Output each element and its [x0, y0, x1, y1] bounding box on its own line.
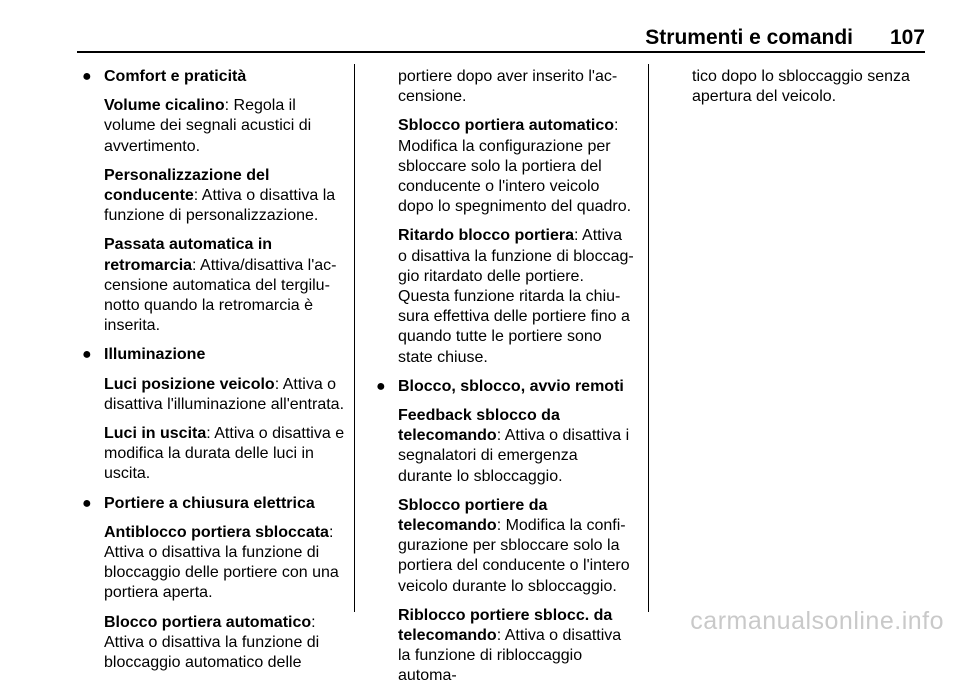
section-title: Blocco, sblocco, avvio remoti [398, 377, 624, 395]
watermark: carmanualsonline.info [690, 607, 944, 635]
item-term: Riblocco portiere sblocc. da telecomando [398, 606, 613, 645]
item-term: Personalizzazione del conducente [104, 166, 270, 205]
item-term: Luci in uscita [104, 425, 207, 443]
item-desc: : Attiva o disattiva la funzione di bloccaggio delle portiere con una portiera aperta. [104, 523, 339, 602]
item-term: Feedback sblocco da telecomando [398, 407, 560, 445]
page-number: 107 [889, 26, 925, 49]
item-desc: : Attiva o disattiva l'illuminazione all'entrata. [104, 375, 345, 413]
column-3 [692, 67, 928, 107]
list-item [398, 226, 634, 367]
item-desc: : Attiva o disattiva la funzione di bloccaggio automatico delle [104, 613, 320, 672]
list-item [104, 523, 350, 604]
column-divider-1 [354, 64, 355, 612]
page-title: Strumenti e comandi [645, 26, 853, 49]
item-desc: : Attiva o disattiva e modifica la durata delle luci in uscita. [104, 425, 345, 483]
item-term: Volume cicalino [104, 97, 225, 115]
section-title: Illuminazione [104, 346, 206, 364]
item-desc: : Attiva o disattiva la funzione di ribloccaggio automa- [398, 627, 622, 685]
item-desc: : Attiva o disattiva la funzione di bloccaggio ritardato delle portiere. Questa funzione ritarda la chiusura effettiva delle portiere fino a quando tutte le portiere sono state chiuse. [398, 227, 634, 366]
section-lighting [82, 345, 350, 484]
section-title: Portiere a chiusura elettrica [104, 494, 315, 512]
item-term: Blocco portiera automatico [104, 613, 312, 631]
list-item [104, 235, 350, 336]
item-desc: : Modifica la configurazione per sbloccare solo la portiera del conducente o l'intero veicolo dopo lo spegnimento del quadro. [398, 117, 632, 216]
continued-text: portiere dopo aver inserito l'accensione. [398, 68, 618, 106]
item-term: Antiblocco portiera sbloccata [104, 523, 329, 541]
column-2 [376, 67, 634, 687]
list-item [104, 424, 350, 485]
item-term: Passata automatica in retromarcia [104, 236, 273, 274]
section-power-locks [82, 494, 350, 674]
item-term: Luci posizione veicolo [104, 375, 275, 393]
continued-text: tico dopo lo sbloccaggio senza apertura del veicolo. [692, 68, 910, 106]
bullet-icon: ● [82, 346, 92, 364]
list-item [104, 613, 350, 674]
section-remote [376, 377, 634, 687]
header-rule [77, 51, 925, 53]
section-title: Comfort e praticità [104, 68, 247, 85]
column-1 [82, 67, 350, 673]
item-desc: : Attiva o disattiva la funzione di personalizzazione. [104, 187, 336, 225]
page-header [77, 26, 925, 50]
list-item [104, 375, 350, 415]
item-desc: : Attiva/disattiva l'accensione automatica del tergilunotto quando la retromarcia è inserita. [104, 256, 337, 335]
item-term: Sblocco portiere da telecomando [398, 496, 548, 535]
item-term: Sblocco portiera automatico [398, 117, 615, 135]
list-item [104, 166, 350, 227]
item-term: Ritardo blocco portiera [398, 227, 575, 245]
bullet-icon: ● [82, 68, 92, 85]
list-item [104, 96, 350, 157]
item-desc: : Modifica la configurazione per sbloccare solo la portiera del conducente o l'intero veicolo durante lo sbloccaggio. [398, 517, 630, 595]
list-item [398, 116, 634, 217]
item-desc: : Attiva o disattiva i segnalatori di emergenza durante lo sbloccaggio. [398, 427, 630, 485]
bullet-icon: ● [82, 494, 92, 512]
section-comfort [82, 67, 350, 336]
list-item [398, 606, 634, 687]
item-desc: : Regola il volume dei segnali acustici di avvertimento. [104, 97, 312, 155]
bullet-icon: ● [376, 377, 386, 395]
column-divider-2 [648, 64, 649, 612]
list-item [398, 496, 634, 597]
list-item [398, 406, 634, 487]
